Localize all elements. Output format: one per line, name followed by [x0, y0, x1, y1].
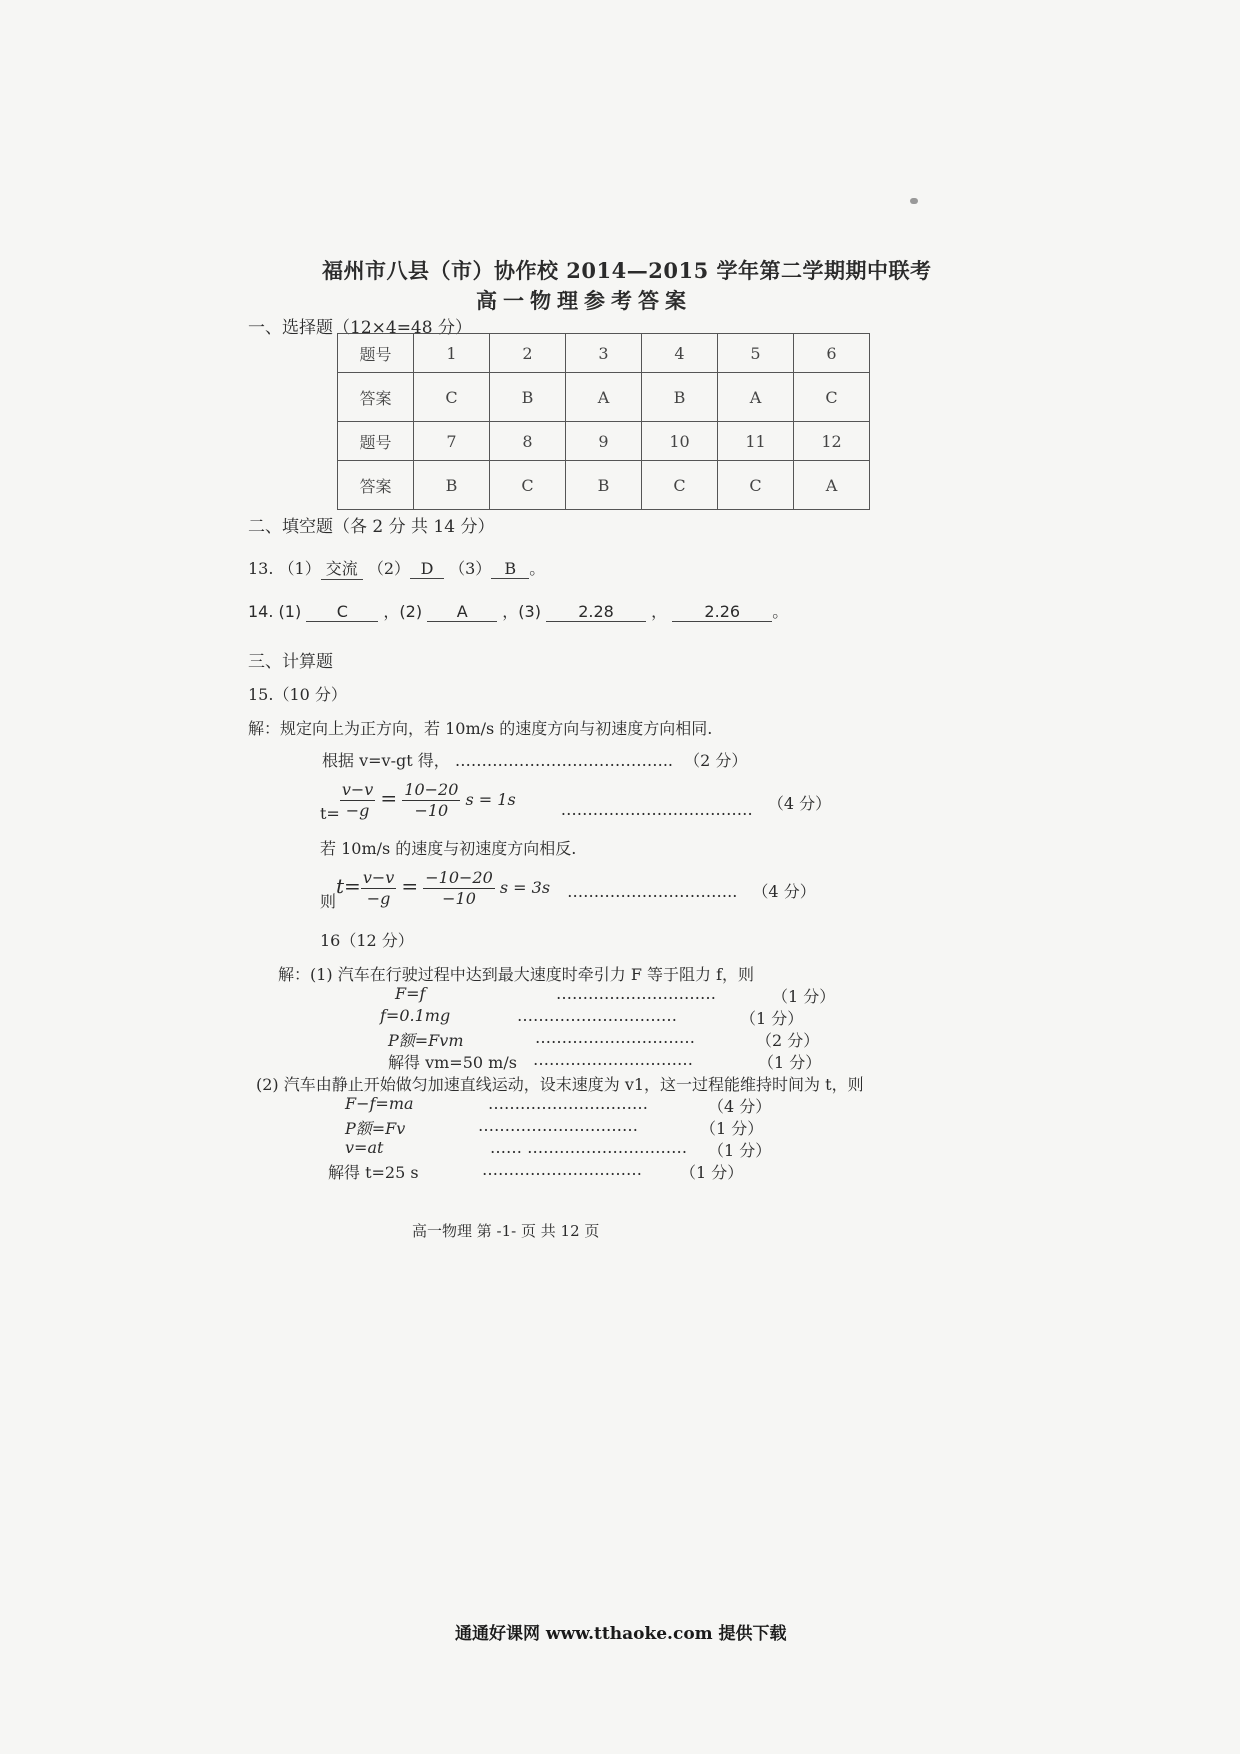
q16-line2-dots: ………………………… — [517, 1006, 677, 1025]
q16-m4: 解得 t=25 s — [328, 1163, 419, 1182]
ans-cell: B — [414, 461, 490, 510]
q16-part2-intro: (2) 汽车由静止开始做匀加速直线运动，设末速度为 v1，这一过程能维持时间为 t，则 — [256, 1075, 864, 1094]
q15-step1-text: 根据 v=v-gt 得， — [322, 751, 450, 770]
q13-part1-label: （1） — [278, 559, 321, 578]
q15-step1 — [322, 748, 747, 771]
ans-cell: C — [490, 461, 566, 510]
table-row — [338, 422, 870, 461]
download-watermark: 通通好课网 www.tthaoke.com 提供下载 — [455, 1624, 787, 1644]
q16-m3-dots: …… ………………………… — [490, 1138, 688, 1157]
q14-prefix: 14. — [248, 602, 274, 621]
q15-eq1-frac2 — [402, 780, 460, 821]
qnum-cell: 11 — [718, 422, 794, 461]
q15-eq1-dots: ……………………………… — [560, 800, 753, 819]
q13-end: 。 — [529, 559, 546, 578]
q16-m2-score: （1 分） — [700, 1119, 764, 1138]
q16-m4-dots: ………………………… — [482, 1160, 642, 1179]
q16-m2: P额=Fv — [345, 1119, 406, 1138]
q15-eq2-den2: −10 — [442, 889, 476, 908]
title-line1: 福州市八县（市）协作校 2014—2015 学年第二学期期中联考 — [322, 258, 932, 283]
q16-m2-dots: ………………………… — [478, 1116, 638, 1135]
q15-eq1-frac1 — [340, 780, 375, 821]
q14-separator: ， — [651, 602, 668, 621]
q13-line — [248, 556, 545, 580]
q16-m3: v=at — [345, 1138, 384, 1157]
q14-part3-label: ，(3) — [502, 602, 541, 621]
q16-m3-score: （1 分） — [708, 1141, 772, 1160]
q16-m1-score: （4 分） — [708, 1097, 772, 1116]
answer-table — [337, 333, 870, 510]
q15-eq2-equals: = — [401, 874, 419, 898]
title-line2: 高一物理参考答案 — [476, 288, 692, 313]
q14-line — [248, 599, 788, 622]
q14-part2-label: ，(2) — [383, 602, 423, 621]
q16-line3-score: （2 分） — [756, 1031, 820, 1050]
q15-eq1-den2: −10 — [414, 801, 449, 820]
ans-label: 答案 — [338, 461, 414, 510]
q16-line4: 解得 vm=50 m/s — [388, 1053, 517, 1072]
q15-step1-score: （2 分） — [684, 751, 748, 770]
qnum-cell: 10 — [642, 422, 718, 461]
page-footer: 高一物理 第 -1- 页 共 12 页 — [412, 1222, 600, 1240]
q13-part3-label: （3） — [449, 559, 492, 578]
q15-eq2-prefix: 则 — [320, 892, 337, 911]
q15-eq2-score: （4 分） — [752, 882, 816, 901]
q16-line3: P额=Fvm — [388, 1031, 464, 1050]
q15-eq2-frac1 — [361, 868, 396, 909]
q13-answer2: D — [410, 559, 444, 579]
q15-head: 15.（10 分） — [248, 685, 347, 704]
q15-step1-dots: ………………………………….. — [454, 751, 674, 770]
q14-end: 。 — [772, 602, 789, 621]
q15-case2: 若 10m/s 的速度与初速度方向相反. — [320, 839, 577, 858]
q15-eq2-tail: s = 3s — [499, 878, 551, 897]
q15-eq1-den1: −g — [345, 801, 370, 820]
q16-m4-score: （1 分） — [680, 1163, 744, 1182]
ans-cell: B — [490, 373, 566, 422]
q14-answer3: 2.28 — [546, 602, 646, 622]
q16-m1: F−f=ma — [345, 1094, 414, 1113]
q16-line2: f=0.1mg — [380, 1006, 451, 1025]
qnum-label: 题号 — [338, 334, 414, 373]
q13-answer3: B — [491, 559, 529, 579]
qnum-cell: 4 — [642, 334, 718, 373]
q15-eq1-num1: v−v — [341, 780, 374, 799]
q13-part2-label: （2） — [367, 559, 411, 578]
q14-answer2: A — [427, 602, 497, 622]
ans-cell: A — [566, 373, 642, 422]
qnum-cell: 9 — [566, 422, 642, 461]
qnum-cell: 1 — [414, 334, 490, 373]
q15-eq1-tail: s = 1s — [465, 790, 516, 809]
section3-heading: 三、计算题 — [248, 652, 333, 672]
qnum-cell: 12 — [794, 422, 870, 461]
ans-cell: C — [642, 461, 718, 510]
ans-cell: B — [642, 373, 718, 422]
scan-speck — [910, 198, 918, 204]
q16-line1-dots: ………………………… — [556, 984, 716, 1003]
table-row — [338, 461, 870, 510]
q14-answer4: 2.26 — [672, 602, 772, 622]
q15-eq2 — [320, 868, 816, 912]
qnum-cell: 2 — [490, 334, 566, 373]
qnum-cell: 8 — [490, 422, 566, 461]
q15-eq1-prefix: t= — [320, 804, 340, 823]
qnum-cell: 5 — [718, 334, 794, 373]
q13-prefix: 13. — [248, 559, 274, 578]
section1-heading: 一、选择题（12×4=48 分） — [248, 318, 472, 338]
q15-eq2-den1: −g — [366, 889, 391, 908]
q15-eq2-t: t= — [336, 874, 361, 898]
q15-eq1-num2: 10−20 — [404, 780, 459, 799]
q15-eq2-num2: −10−20 — [425, 868, 493, 887]
qnum-cell: 6 — [794, 334, 870, 373]
ans-cell: A — [718, 373, 794, 422]
q15-eq2-num1: v−v — [362, 868, 395, 887]
q16-line1: F=f — [395, 984, 426, 1003]
q16-line4-dots: ………………………… — [533, 1050, 693, 1069]
q16-line2-score: （1 分） — [740, 1009, 804, 1028]
q16-line4-score: （1 分） — [758, 1053, 822, 1072]
table-row — [338, 334, 870, 373]
section2-heading: 二、填空题（各 2 分 共 14 分） — [248, 517, 495, 537]
q13-answer1: 交流 — [321, 556, 363, 580]
ans-cell: C — [718, 461, 794, 510]
ans-label: 答案 — [338, 373, 414, 422]
table-row — [338, 373, 870, 422]
qnum-cell: 7 — [414, 422, 490, 461]
q14-answer1: C — [306, 602, 378, 622]
q16-part1-intro: 解：(1) 汽车在行驶过程中达到最大速度时牵引力 F 等于阻力 f，则 — [278, 965, 755, 984]
q14-part1-label: (1) — [278, 602, 302, 621]
q16-m1-dots: ………………………… — [488, 1094, 648, 1113]
ans-cell: C — [794, 373, 870, 422]
ans-cell: B — [566, 461, 642, 510]
q16-line3-dots: ………………………… — [535, 1028, 695, 1047]
q15-eq1-equals: = — [380, 786, 398, 810]
ans-cell: C — [414, 373, 490, 422]
qnum-label: 题号 — [338, 422, 414, 461]
q15-eq1-score: （4 分） — [767, 794, 832, 813]
q15-intro: 解：规定向上为正方向，若 10m/s 的速度方向与初速度方向相同. — [248, 719, 713, 738]
q15-eq2-dots: ………………………….. — [567, 882, 738, 901]
q15-eq1 — [320, 780, 831, 823]
ans-cell: A — [794, 461, 870, 510]
q16-head: 16（12 分） — [320, 931, 414, 950]
q16-line1-score: （1 分） — [772, 987, 836, 1006]
qnum-cell: 3 — [566, 334, 642, 373]
q15-eq2-frac2 — [423, 868, 495, 909]
